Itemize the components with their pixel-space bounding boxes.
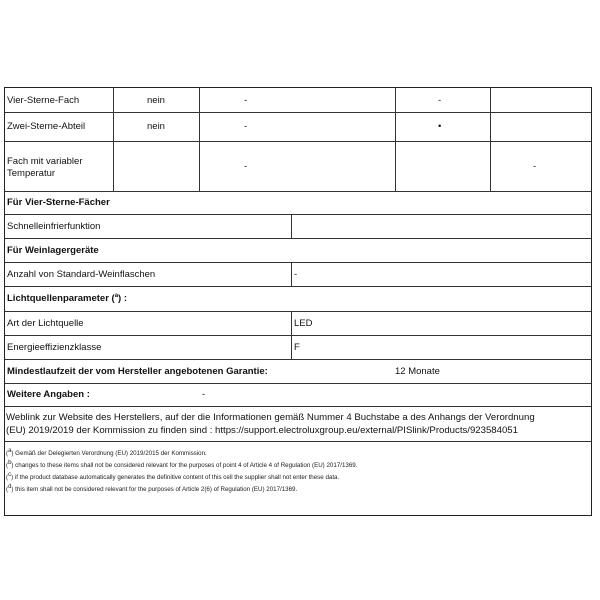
weinflaschen-label: Anzahl von Standard-Weinflaschen [7,269,156,280]
row-divider [5,335,591,336]
row-divider [5,441,591,442]
variable-temperature-cell: - [244,161,248,172]
energieeffizienz-label: Energieeffizienzklasse [7,342,102,353]
row-divider [5,191,591,192]
garantie-value: 12 Monate [395,366,440,377]
footnote: ($^d$) this item shall not be considered relevant for the purposes of Article 2(6) of Regulation (EU) 2017/1369. [6,483,298,493]
row-divider [5,112,591,113]
zwei-sterne-abteil-cell: • [438,121,442,132]
weblink-line-1: Weblink zur Website des Herstellers, auf der die Informationen gemäß Nummer 4 Buchstabe a des Anhangs der Verordnung [6,412,535,423]
zwei-sterne-abteil-label: Zwei-Sterne-Abteil [7,121,86,132]
row-divider [5,311,591,312]
section-heading-lichtquellen: Lichtquellenparameter ($^a$) : [7,292,128,304]
vier-sterne-fach-label: Vier-Sterne-Fach [7,95,80,106]
weinflaschen-value: - [294,269,298,280]
section-heading-vier-sterne-faecher: Für Vier-Sterne-Fächer [7,197,110,208]
column-divider [291,311,292,359]
vier-sterne-fach-cell: - [244,95,248,106]
row-divider [5,262,591,263]
art-lichtquelle-label: Art der Lichtquelle [7,318,84,329]
column-divider [199,88,200,191]
row-divider [5,406,591,407]
variable-temperature-cell: - [533,161,537,172]
zwei-sterne-abteil-cell: - [244,121,248,132]
vier-sterne-fach-value: nein [147,95,165,106]
column-divider [291,262,292,286]
column-divider [490,88,491,191]
column-divider [113,88,114,191]
section-heading-weinlager: Für Weinlagergeräte [7,245,99,256]
energieeffizienz-value: F [294,342,300,353]
weblink-text [6,411,586,437]
zwei-sterne-abteil-value: nein [147,121,165,132]
art-lichtquelle-value: LED [294,318,313,329]
variable-temperature-label-line1: Fach mit variabler [7,156,83,167]
row-divider [5,383,591,384]
vier-sterne-fach-cell: - [438,95,442,106]
row-divider [5,286,591,287]
footnote: ($^a$) Gemäß der Delegierten Verordnung (EU) 2019/2015 der Kommission. [6,447,207,457]
row-divider [5,238,591,239]
weitere-angaben-label: Weitere Angaben : [7,389,90,400]
variable-temperature-label-line2: Temperatur [7,168,56,179]
row-divider [5,141,591,142]
row-divider [5,214,591,215]
weblink-line-2[interactable]: (EU) 2019/2019 der Kommission zu finden sind : https://support.electroluxgroup.eu/external/PISlink/Products/923584051 [6,425,518,436]
footnote: ($^b$) changes to these items shall not be considered relevant for the purposes of point 4 of Article 4 of Regulation (EU) 2017/1369. [6,459,358,469]
footnote: ($^c$) if the product database automatically generates the definitive content of this cell the supplier shall not enter these data. [6,471,340,481]
column-divider [395,88,396,191]
garantie-label: Mindestlaufzeit der vom Hersteller angebotenen Garantie: [7,366,268,377]
column-divider [291,214,292,238]
weitere-angaben-value: - [202,389,206,400]
row-divider [5,359,591,360]
product-information-sheet-table [4,87,592,516]
schnelleinfrier-label: Schnelleinfrierfunktion [7,221,101,232]
